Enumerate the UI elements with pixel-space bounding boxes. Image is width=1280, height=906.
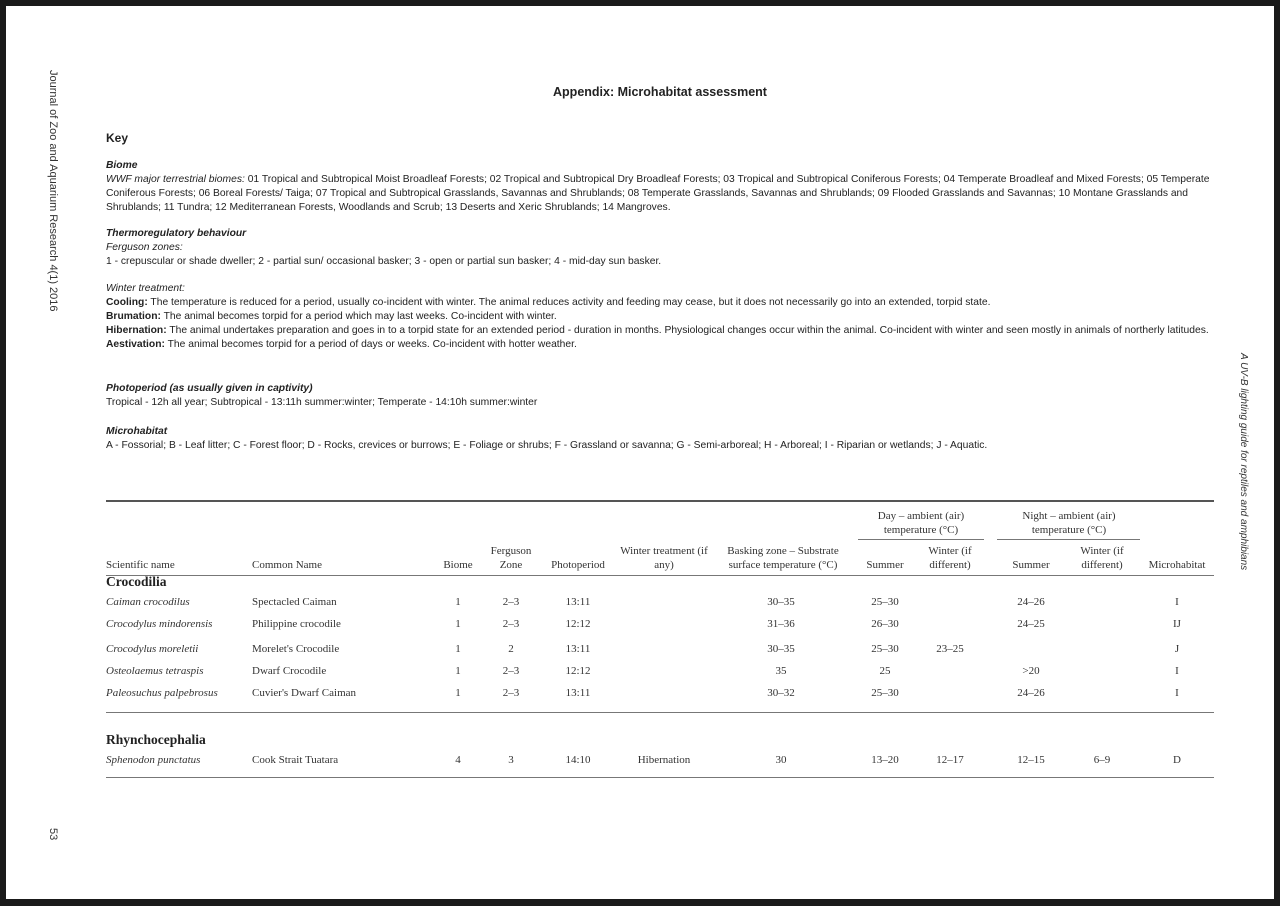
- group-divider-rule: [106, 712, 1214, 713]
- aestivation-term: Aestivation:: [106, 339, 165, 350]
- header-day-ambient: Day – ambient (air) temperature (°C): [877, 510, 965, 536]
- cell-ferguson: 2–3: [502, 665, 520, 677]
- header-night-summer: Summer: [1012, 559, 1050, 571]
- header-night-winter: Winter (if different): [1080, 545, 1124, 571]
- cell-common: Spectacled Caiman: [252, 596, 337, 608]
- cell-night-summer: 24–25: [1017, 618, 1045, 630]
- table-top-rule: [106, 500, 1214, 502]
- thermo-heading: Thermoregulatory behaviour: [106, 228, 247, 239]
- cell-photo: 12:12: [565, 618, 591, 630]
- header-ferguson-zone: Ferguson Zone: [490, 545, 532, 571]
- cooling-text: The temperature is reduced for a period, usually co-incident with winter. The animal reduces activity and feeding may cease, but it does not necessarily go into an extended, torpid state.: [147, 297, 991, 308]
- cooling-definition: [106, 296, 1218, 310]
- day-group-rule: [858, 539, 984, 540]
- cell-common: Philippine crocodile: [252, 618, 341, 630]
- cell-micro: IJ: [1173, 618, 1181, 630]
- cell-basking: 35: [775, 665, 787, 677]
- photoperiod-text: Tropical - 12h all year; Subtropical - 13:11h summer:winter; Temperate - 14:10h summer:winter: [106, 397, 538, 408]
- cell-common: Cook Strait Tuatara: [252, 754, 339, 766]
- cell-sci: Sphenodon punctatus: [106, 754, 201, 766]
- winter-label: Winter treatment:: [106, 283, 185, 294]
- header-winter-treatment: Winter treatment (if any): [620, 545, 708, 571]
- cell-ferguson: 2–3: [502, 596, 520, 608]
- header-day-summer: Summer: [866, 559, 904, 571]
- cell-sci: Crocodylus moreletii: [106, 643, 199, 655]
- cell-basking: 30: [775, 754, 787, 766]
- cell-ferguson: 2: [508, 643, 514, 655]
- cell-photo: 13:11: [565, 643, 591, 655]
- header-night-ambient: Night – ambient (air) temperature (°C): [1022, 510, 1116, 536]
- running-title: A UV-B lighting guide for reptiles and amphibians: [1238, 353, 1249, 571]
- cell-photo: 14:10: [565, 754, 591, 766]
- group-rhynchocephalia: Rhynchocephalia: [106, 732, 206, 747]
- cell-common: Morelet's Crocodile: [252, 643, 340, 655]
- biome-list: 01 Tropical and Subtropical Moist Broadleaf Forests; 02 Tropical and Subtropical Dry Broadleaf Forests; 03 Tropical and Subtropical Coniferous Forests; 04 Temperate Broadleaf and Mixed Forests; 05 Temperate Coniferous Forests; 06 Boreal Forests/ Taiga; 07 Tropical and Subtropical Grasslands, Savannas and Shrublands; 08 Temperate Grasslands, Savannas and Shrublands; 09 Flooded Grasslands and Savannas; 10 Montane Grasslands and Shrublands; 11 Tundra; 12 Mediterranean Forests, Woodlands and Scrub; 13 Deserts and Xeric Shrublands; 14 Mangroves.: [106, 174, 1210, 213]
- document-page: [6, 6, 1274, 899]
- photoperiod-section: [106, 382, 1218, 410]
- ferguson-zones-text: 1 - crepuscular or shade dweller; 2 - partial sun/ occasional basker; 3 - open or partial sun basker; 4 - mid-day sun basker.: [106, 256, 662, 267]
- cell-micro: I: [1175, 687, 1179, 699]
- cell-biome: 1: [455, 665, 461, 677]
- biome-heading: Biome: [106, 160, 138, 171]
- cell-basking: 30–35: [767, 596, 795, 608]
- cell-photo: 13:11: [565, 596, 591, 608]
- cell-day-summer: 25: [879, 665, 891, 677]
- group-crocodilia: Crocodilia: [106, 574, 167, 589]
- cell-micro: J: [1174, 643, 1180, 655]
- cell-basking: 30–32: [767, 687, 795, 699]
- cell-biome: 1: [455, 618, 461, 630]
- table-bottom-rule: [106, 777, 1214, 778]
- cell-ferguson: 3: [508, 754, 514, 766]
- cell-night-winter: 6–9: [1093, 754, 1111, 766]
- cell-sci: Paleosuchus palpebrosus: [106, 687, 218, 699]
- cell-micro: D: [1173, 754, 1181, 766]
- brumation-term: Brumation:: [106, 311, 161, 322]
- header-scientific-name: Scientific name: [106, 559, 175, 571]
- journal-citation: Journal of Zoo and Aquarium Research 4(1) 2016: [47, 70, 59, 312]
- cell-winter: Hibernation: [637, 754, 691, 766]
- cell-biome: 1: [455, 643, 461, 655]
- cell-micro: I: [1175, 596, 1179, 608]
- hibernation-term: Hibernation:: [106, 325, 167, 336]
- cell-day-winter: 12–17: [936, 754, 964, 766]
- cell-day-winter: 23–25: [936, 643, 964, 655]
- cell-night-summer: >20: [1022, 665, 1040, 677]
- hibernation-text: The animal undertakes preparation and goes in to a torpid state for an extended period - duration in months. Physiological changes occur within the animal. Co-incident with winter and seen mostly in animals of northerly latitudes.: [166, 325, 1209, 336]
- microhabitat-heading: Microhabitat: [106, 426, 168, 437]
- cell-day-summer: 25–30: [871, 687, 899, 699]
- cell-day-summer: 13–20: [871, 754, 899, 766]
- cell-biome: 1: [455, 687, 461, 699]
- header-common-name: Common Name: [252, 559, 322, 571]
- cell-night-summer: 12–15: [1017, 754, 1045, 766]
- cell-day-summer: 25–30: [871, 643, 899, 655]
- cell-biome: 4: [455, 754, 461, 766]
- key-heading: Key: [106, 131, 129, 145]
- cell-basking: 30–35: [767, 643, 795, 655]
- thermo-section: [106, 227, 1218, 269]
- header-microhabitat: Microhabitat: [1148, 559, 1206, 571]
- cell-sci: Caiman crocodilus: [106, 596, 190, 608]
- brumation-text: The animal becomes torpid for a period which may last weeks. Co-incident with winter.: [160, 311, 557, 322]
- cell-day-summer: 26–30: [871, 618, 899, 630]
- header-photoperiod: Photoperiod: [551, 559, 605, 571]
- cell-biome: 1: [455, 596, 461, 608]
- microhabitat-text: A - Fossorial; B - Leaf litter; C - Forest floor; D - Rocks, crevices or burrows; E - Foliage or shrubs; F - Grassland or savanna; G - Semi-arboreal; H - Arboreal; I - Riparian or wetlands; J - Aquatic.: [106, 440, 988, 451]
- microhabitat-section: [106, 425, 1218, 453]
- header-biome: Biome: [443, 559, 473, 571]
- biome-text: [106, 173, 1218, 215]
- ferguson-zones-label: Ferguson zones:: [106, 242, 183, 253]
- cell-sci: Crocodylus mindorensis: [106, 618, 213, 630]
- cell-ferguson: 2–3: [502, 687, 520, 699]
- cell-photo: 13:11: [565, 687, 591, 699]
- biome-label: WWF major terrestrial biomes:: [106, 174, 245, 185]
- night-group-rule: [997, 539, 1140, 540]
- aestivation-text: The animal becomes torpid for a period of days or weeks. Co-incident with hotter weather.: [164, 339, 577, 350]
- appendix-title: Appendix: Microhabitat assessment: [553, 85, 767, 99]
- brumation-definition: [106, 310, 1218, 324]
- cell-common: Cuvier's Dwarf Caiman: [252, 687, 357, 699]
- cell-sci: Osteolaemus tetraspis: [106, 665, 204, 677]
- cell-common: Dwarf Crocodile: [252, 665, 327, 677]
- photoperiod-heading: Photoperiod (as usually given in captivity): [106, 383, 313, 394]
- page-number: 53: [47, 828, 59, 841]
- cell-day-summer: 25–30: [871, 596, 899, 608]
- header-day-winter: Winter (if different): [928, 545, 972, 571]
- cell-night-summer: 24–26: [1017, 687, 1045, 699]
- cell-ferguson: 2–3: [502, 618, 520, 630]
- header-basking-zone: Basking zone – Substrate surface temperature (°C): [727, 545, 839, 571]
- cell-night-summer: 24–26: [1017, 596, 1045, 608]
- cooling-term: Cooling:: [106, 297, 148, 308]
- cell-micro: I: [1175, 665, 1179, 677]
- biome-section: [106, 159, 1218, 215]
- cell-basking: 31–36: [767, 618, 795, 630]
- hibernation-definition: [106, 324, 1218, 338]
- cell-photo: 12:12: [565, 665, 591, 677]
- header-bottom-rule: [106, 575, 1214, 576]
- winter-section: [106, 282, 1218, 352]
- aestivation-definition: [106, 338, 1218, 352]
